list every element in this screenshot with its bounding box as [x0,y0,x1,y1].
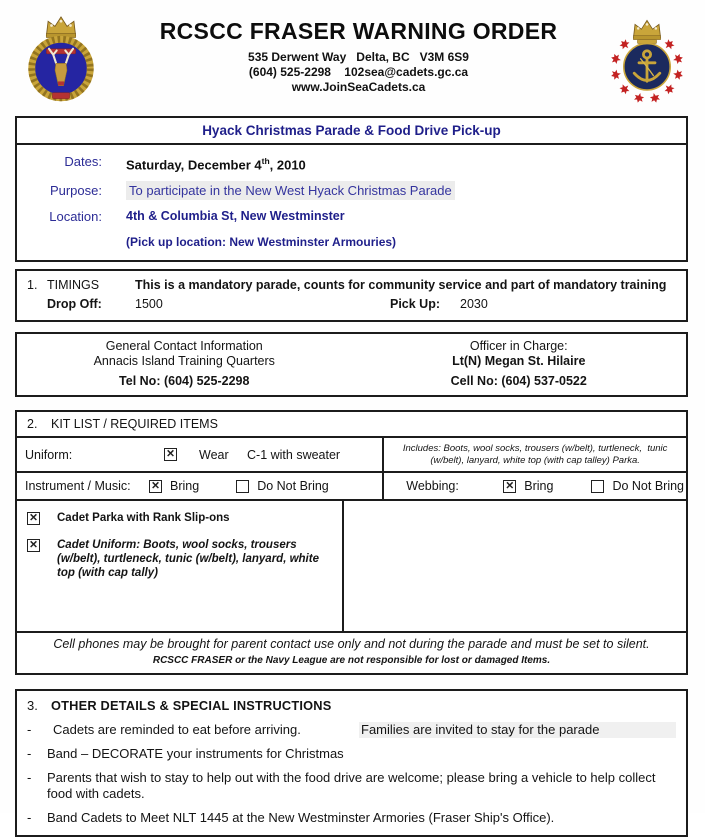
general-contact-column [17,339,352,389]
kit-list-number: 2. [27,417,38,432]
instrument-do-not-bring-label: Do Not Bring [257,479,329,494]
kit-list-section [15,410,688,675]
kit-item-uniform [27,538,334,580]
date-ordinal-superscript: th [261,156,270,166]
timings-number: 1. [27,278,38,293]
webbing-do-not-bring-label: Do Not Bring [612,479,685,494]
bullet-text: Cadets are reminded to eat before arriving. [53,722,301,738]
bullet-band-decorate [27,746,676,762]
pick-up-value: 2030 [460,297,488,312]
drop-off-label: Drop Off: [47,297,102,312]
bullet-text: Band Cadets to Meet NLT 1445 at the New Westminster Armories (Fraser Ship's Office). [47,810,555,826]
kit-items-column [17,501,344,631]
timings-heading: TIMINGS [47,278,100,293]
uniform-item-text: Cadet Uniform: Boots, wool socks, trousers (w/belt), turtleneck, tunic (w/belt), lanyard, white top (with cap tally) [57,539,319,580]
officer-in-charge-column [352,339,687,389]
kit-items-area [17,501,686,633]
webbing-cell [384,473,686,499]
location-value: 4th & Columbia St, New Westminster [126,209,345,224]
uniform-row [17,438,686,473]
purpose-label: Purpose: [49,183,102,199]
bullet-dash: - [27,770,32,786]
bullet-text: Band – DECORATE your instruments for Christmas [47,746,344,762]
timings-section [15,269,688,322]
kit-list-heading: KIT LIST / REQUIRED ITEMS [51,417,218,432]
pick-up-label: Pick Up: [390,297,441,312]
instrument-bring-label: Bring [170,479,200,494]
cell-phone-note: Cell phones may be brought for parent contact use only and not during the parade and must be set to silent. [53,637,650,652]
oic-name: Lt(N) Megan St. Hilaire [452,354,586,369]
parka-item-checkbox[interactable] [27,512,40,525]
instrument-do-not-bring-checkbox[interactable] [236,480,249,493]
kit-list-heading-row [17,412,686,438]
timings-header-row [27,276,676,295]
bullet-parents-food-drive [27,770,676,802]
bullet-eat-before-arriving [27,722,676,738]
instrument-label: Instrument / Music: [25,479,131,494]
header-text-block [110,8,607,104]
pickup-location-row [17,233,686,252]
document-title: RCSCC FRASER WARNING ORDER [159,18,558,44]
uniform-cell [17,438,384,471]
event-details [17,145,686,260]
timings-values-row [27,295,676,314]
location-label: Location: [49,209,102,225]
document-header [0,0,705,104]
webbing-bring-label: Bring [524,479,554,494]
pickup-location-note: (Pick up location: New Westminster Armouries) [126,235,397,250]
other-details-heading-row [27,697,676,714]
kit-notes [17,633,686,673]
event-title: Hyack Christmas Parade & Food Drive Pick-up [17,118,686,145]
families-invited-note: Families are invited to stay for the parade [359,722,676,738]
general-contact-title: General Contact Information [105,339,263,354]
instrument-webbing-row [17,473,686,501]
bullet-dash: - [27,722,32,738]
oic-title: Officer in Charge: [469,339,568,354]
oic-cell: Cell No: (604) 537-0522 [450,374,587,389]
dates-value: Saturday, December 4th, 2010 [126,156,306,173]
purpose-row [17,181,686,200]
webbing-label: Webbing: [406,479,459,494]
general-contact-subtitle: Annacis Island Training Quarters [93,354,275,369]
corps-phone-email: (604) 525-2298 102sea@cadets.gc.ca [248,65,469,79]
bullet-dash: - [27,810,32,826]
uniform-item-checkbox[interactable] [27,539,40,552]
instrument-bring-checkbox[interactable] [149,480,162,493]
location-row [17,207,686,226]
uniform-label: Uniform: [25,447,73,462]
kit-items-empty-column [344,501,686,631]
uniform-wear-checkbox[interactable] [164,448,177,461]
bullet-text: Parents that wish to stay to help out with the food drive are welcome; please bring a vehicle to help collect food with cadets. [47,770,656,802]
instrument-cell [17,473,384,499]
other-details-section [15,689,688,837]
uniform-value: C-1 with sweater [247,447,341,462]
other-details-number: 3. [27,698,38,714]
sea-cadets-anchor-badge-icon [607,8,693,104]
corps-website: www.JoinSeaCadets.ca [291,80,426,94]
event-section [15,116,688,262]
dates-row [17,152,686,174]
dates-label: Dates: [64,154,102,169]
contact-section [15,332,688,397]
webbing-do-not-bring-checkbox[interactable] [591,480,604,493]
bullet-dash: - [27,746,32,762]
parka-item-text: Cadet Parka with Rank Slip-ons [57,512,230,525]
rcscc-fraser-ship-badge-icon [18,8,110,104]
kit-item-parka [27,511,334,525]
other-details-heading: OTHER DETAILS & SPECIAL INSTRUCTIONS [51,698,332,714]
purpose-value: To participate in the New West Hyack Christmas Parade [126,181,455,200]
liability-note: RCSCC FRASER or the Navy League are not responsible for lost or damaged Items. [152,655,551,667]
corps-address: 535 Derwent Way Delta, BC V3M 6S9 [248,50,469,64]
webbing-bring-checkbox[interactable] [503,480,516,493]
bullet-band-meet-time [27,810,676,826]
drop-off-value: 1500 [135,297,163,312]
general-contact-tel: Tel No: (604) 525-2298 [119,374,250,389]
wear-label: Wear [199,447,229,462]
uniform-includes-note: Includes: Boots, wool socks, trousers (w/belt), turtleneck, tunic (w/belt), lanyard, white top (with cap talley) Parka. [402,443,671,467]
timings-mandatory-note: This is a mandatory parade, counts for community service and part of mandatory training [135,278,667,293]
